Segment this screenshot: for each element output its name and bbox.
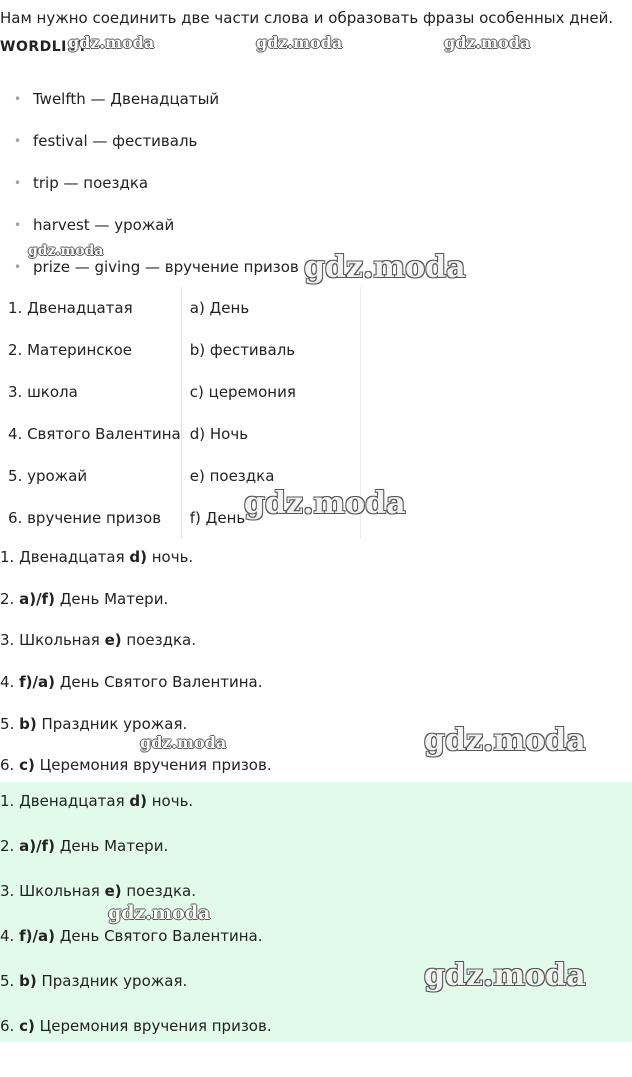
table-cell: b) фестиваль [181,329,360,371]
table-cell: 4. Святого Валентина [0,413,181,455]
table-cell: f) День [181,497,360,539]
watermark: gdz.moda [304,250,466,285]
watermark: gdz.moda [244,486,406,521]
table-row [0,413,360,455]
table-cell: c) церемония [181,371,360,413]
table-row [0,287,360,329]
table-row [0,371,360,413]
intro-text: Нам нужно соединить две части слова и образовать фразы особенных дней. [0,9,614,27]
watermark: gdz.moda [68,33,155,52]
answer-line: 4. f)/a) День Святого Валентина. [0,673,263,692]
wordlist [0,88,299,298]
watermark: gdz.moda [424,958,586,993]
table-cell: 3. школа [0,371,181,413]
answer-line: 2. a)/f) День Матери. [0,837,169,855]
wordlist-heading: WORDLIST [0,39,88,55]
watermark: gdz.moda [108,902,211,924]
watermark: gdz.moda [444,33,531,52]
table-cell: d) Ночь [181,413,360,455]
answer-line: 6. c) Церемония вручения призов. [0,756,272,775]
answer-highlight-block [0,782,632,1042]
answer-line: 6. c) Церемония вручения призов. [0,1017,272,1035]
answer-line: 5. b) Праздник урожая. [0,714,188,733]
answer-line: 1. Двенадцатая d) ночь. [0,792,194,810]
answer-line: 2. a)/f) День Матери. [0,589,169,608]
table-cell: e) поездка [181,455,360,497]
table-row [0,329,360,371]
answer-line: 3. Школьная e) поездка. [0,631,196,650]
table-cell: a) День [181,287,360,329]
list-item: • prize — giving — вручение призов [0,256,299,298]
list-item: • harvest — урожай [0,214,299,256]
answer-line: 1. Двенадцатая d) ночь. [0,548,194,566]
table-cell: 2. Материнское [0,329,181,371]
table-cell: 6. вручение призов [0,497,181,539]
list-item: • Twelfth — Двенадцатый [0,88,299,130]
list-item: • festival — фестиваль [0,130,299,172]
watermark: gdz.moda [140,733,227,752]
watermark: gdz.moda [256,33,343,52]
table-cell: 5. урожай [0,455,181,497]
answer-line: 3. Школьная e) поездка. [0,882,196,900]
answer-line: 4. f)/a) День Святого Валентина. [0,927,263,945]
answer-line: 5. b) Праздник урожая. [0,972,188,990]
list-item: • trip — поездка [0,172,299,214]
answers-list [0,546,272,796]
table-cell: 1. Двенадцатая [0,287,181,329]
watermark: gdz.moda [28,243,104,259]
watermark: gdz.moda [424,723,586,758]
